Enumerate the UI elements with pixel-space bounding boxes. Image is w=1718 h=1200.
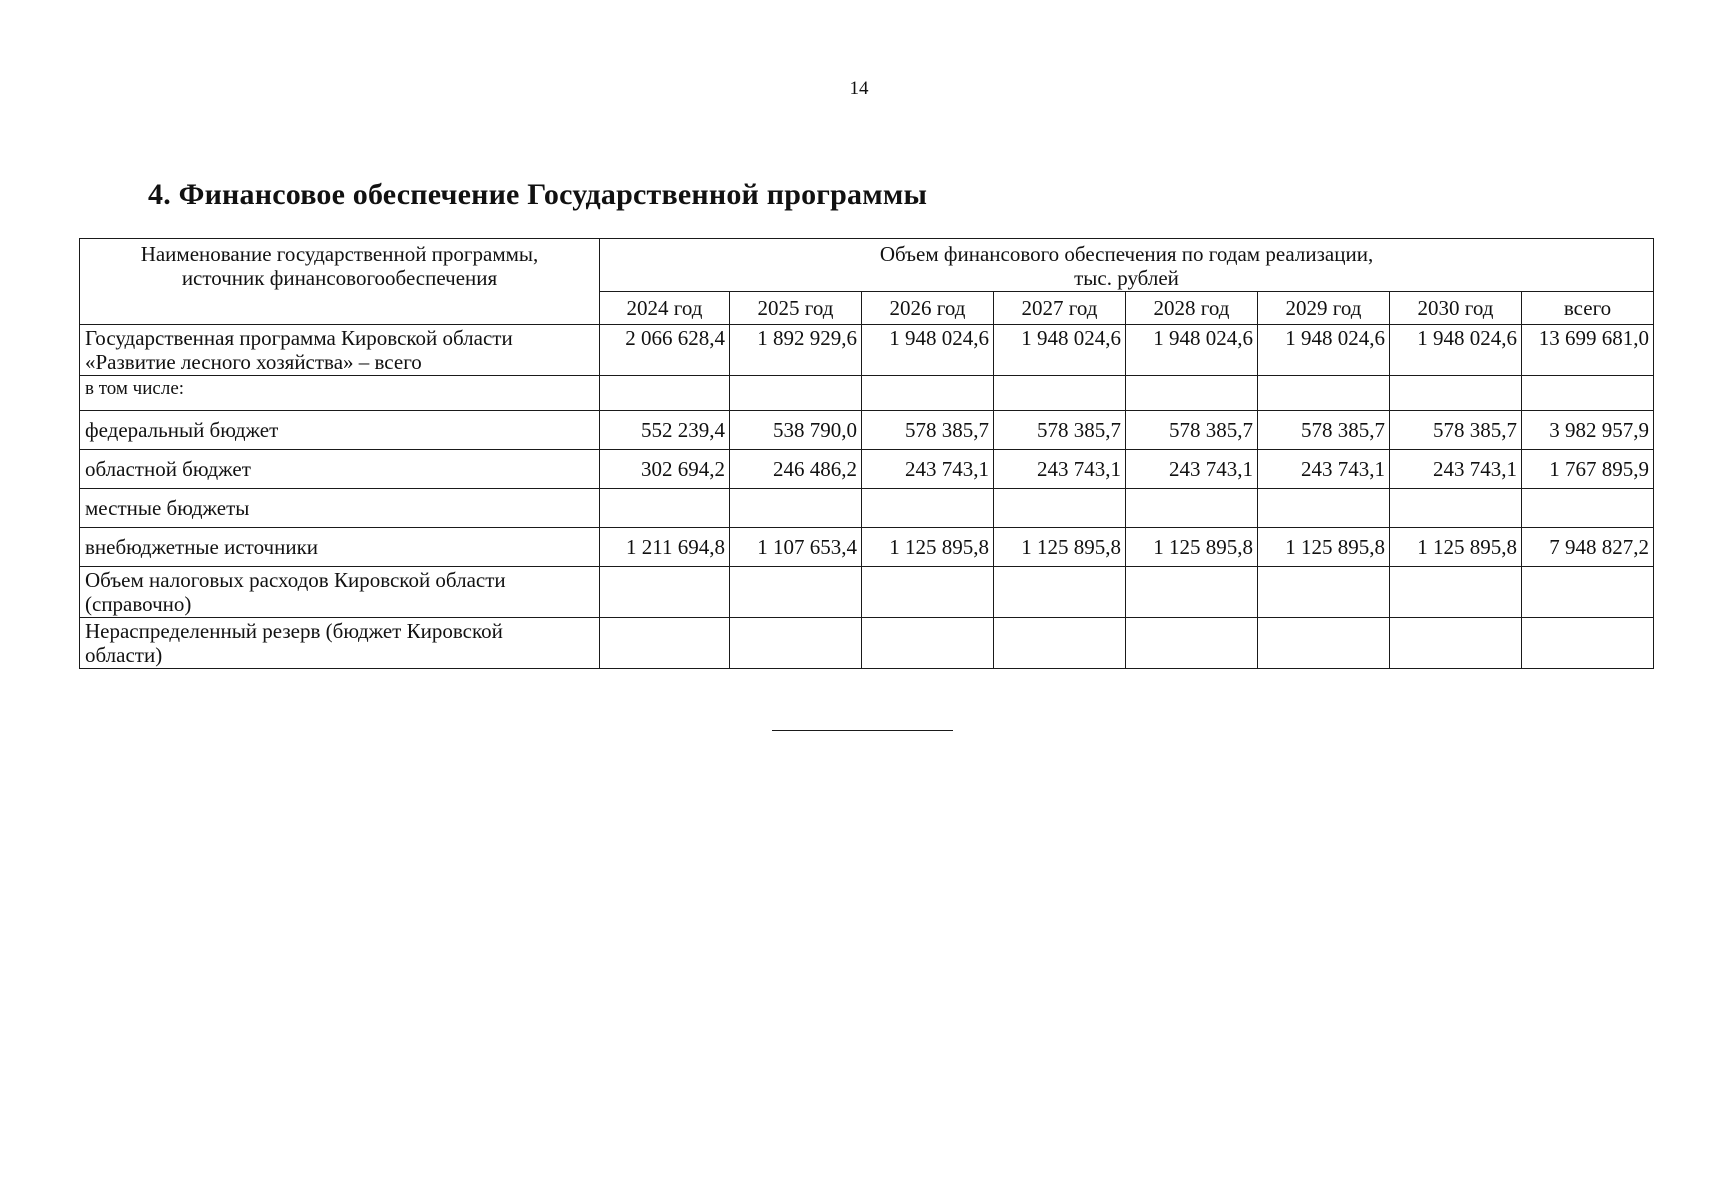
row-name: областной бюджет bbox=[80, 450, 600, 489]
value-cell: 1 125 895,8 bbox=[862, 528, 994, 567]
value-cell bbox=[862, 618, 994, 669]
total-cell: 3 982 957,9 bbox=[1522, 411, 1654, 450]
value-cell bbox=[1390, 376, 1522, 411]
value-cell bbox=[994, 376, 1126, 411]
year-header: 2030 год bbox=[1390, 292, 1522, 325]
value-cell: 552 239,4 bbox=[600, 411, 730, 450]
value-cell: 1 125 895,8 bbox=[994, 528, 1126, 567]
total-cell bbox=[1522, 376, 1654, 411]
row-name: «Развитие лесного хозяйства» – всего bbox=[85, 350, 422, 374]
value-cell bbox=[730, 376, 862, 411]
value-cell: 243 743,1 bbox=[1258, 450, 1390, 489]
value-cell bbox=[1390, 618, 1522, 669]
value-cell: 1 948 024,6 bbox=[862, 325, 994, 376]
value-cell bbox=[1126, 376, 1258, 411]
total-header: всего bbox=[1522, 292, 1654, 325]
value-cell: 1 892 929,6 bbox=[730, 325, 862, 376]
row-name: Государственная программа Кировской области bbox=[85, 326, 513, 350]
year-header: 2028 год bbox=[1126, 292, 1258, 325]
value-cell bbox=[1258, 376, 1390, 411]
row-name-cell bbox=[80, 325, 600, 376]
value-cell bbox=[600, 618, 730, 669]
header-volume-line: Объем финансового обеспечения по годам реализации, bbox=[879, 242, 1374, 266]
value-cell: 1 125 895,8 bbox=[1258, 528, 1390, 567]
value-cell bbox=[862, 567, 994, 618]
value-cell: 243 743,1 bbox=[994, 450, 1126, 489]
value-cell bbox=[1258, 567, 1390, 618]
value-cell bbox=[1126, 567, 1258, 618]
row-name: Объем налоговых расходов Кировской области bbox=[85, 568, 506, 592]
header-name-line: источник финансовогообеспечения bbox=[181, 266, 498, 290]
row-name: Нераспределенный резерв (бюджет Кировской bbox=[85, 619, 503, 643]
header-name-cell bbox=[80, 239, 600, 325]
table-row-federal-budget bbox=[80, 411, 1654, 450]
value-cell bbox=[1126, 618, 1258, 669]
value-cell bbox=[600, 489, 730, 528]
end-of-section-rule bbox=[772, 730, 953, 731]
value-cell bbox=[1126, 489, 1258, 528]
table-row-tax-expenditures bbox=[80, 567, 1654, 618]
header-volume-cell bbox=[600, 239, 1654, 292]
year-header: 2025 год bbox=[730, 292, 862, 325]
value-cell bbox=[994, 567, 1126, 618]
value-cell: 578 385,7 bbox=[994, 411, 1126, 450]
value-cell bbox=[1390, 489, 1522, 528]
total-cell: 7 948 827,2 bbox=[1522, 528, 1654, 567]
value-cell: 578 385,7 bbox=[1390, 411, 1522, 450]
year-header: 2026 год bbox=[862, 292, 994, 325]
row-name: федеральный бюджет bbox=[80, 411, 600, 450]
section-title: 4. Финансовое обеспечение Государственной программы bbox=[148, 178, 928, 211]
value-cell: 1 211 694,8 bbox=[600, 528, 730, 567]
value-cell bbox=[1258, 489, 1390, 528]
value-cell: 246 486,2 bbox=[730, 450, 862, 489]
value-cell bbox=[730, 618, 862, 669]
value-cell: 1 125 895,8 bbox=[1126, 528, 1258, 567]
table-row-including bbox=[80, 376, 1654, 411]
value-cell: 578 385,7 bbox=[1126, 411, 1258, 450]
total-cell bbox=[1522, 567, 1654, 618]
row-name-cell bbox=[80, 618, 600, 669]
row-name: (справочно) bbox=[85, 592, 192, 616]
row-name: области) bbox=[85, 643, 163, 667]
year-header: 2027 год bbox=[994, 292, 1126, 325]
financing-table bbox=[79, 238, 1654, 669]
row-name-cell bbox=[80, 567, 600, 618]
table-row-program-total bbox=[80, 325, 1654, 376]
value-cell bbox=[1258, 618, 1390, 669]
header-name-line: Наименование государственной программы, bbox=[140, 242, 539, 266]
value-cell: 243 743,1 bbox=[1390, 450, 1522, 489]
row-name: внебюджетные источники bbox=[80, 528, 600, 567]
row-name: в том числе: bbox=[80, 376, 600, 411]
value-cell: 538 790,0 bbox=[730, 411, 862, 450]
value-cell: 578 385,7 bbox=[862, 411, 994, 450]
value-cell bbox=[730, 489, 862, 528]
table-row-unallocated-reserve bbox=[80, 618, 1654, 669]
year-header: 2024 год bbox=[600, 292, 730, 325]
value-cell: 1 948 024,6 bbox=[994, 325, 1126, 376]
value-cell: 1 948 024,6 bbox=[1258, 325, 1390, 376]
value-cell: 1 948 024,6 bbox=[1390, 325, 1522, 376]
value-cell bbox=[600, 567, 730, 618]
value-cell: 302 694,2 bbox=[600, 450, 730, 489]
table-row-regional-budget bbox=[80, 450, 1654, 489]
header-volume-unit: тыс. рублей bbox=[1074, 266, 1179, 290]
table-row-local-budgets bbox=[80, 489, 1654, 528]
value-cell bbox=[862, 489, 994, 528]
value-cell: 578 385,7 bbox=[1258, 411, 1390, 450]
value-cell bbox=[730, 567, 862, 618]
value-cell: 243 743,1 bbox=[1126, 450, 1258, 489]
value-cell bbox=[1390, 567, 1522, 618]
value-cell: 2 066 628,4 bbox=[600, 325, 730, 376]
value-cell: 1 948 024,6 bbox=[1126, 325, 1258, 376]
value-cell: 1 125 895,8 bbox=[1390, 528, 1522, 567]
value-cell bbox=[994, 489, 1126, 528]
value-cell: 243 743,1 bbox=[862, 450, 994, 489]
table-row-off-budget-sources bbox=[80, 528, 1654, 567]
total-cell: 1 767 895,9 bbox=[1522, 450, 1654, 489]
year-header: 2029 год bbox=[1258, 292, 1390, 325]
total-cell: 13 699 681,0 bbox=[1522, 325, 1654, 376]
value-cell bbox=[862, 376, 994, 411]
table-header-row bbox=[80, 239, 1654, 292]
value-cell bbox=[600, 376, 730, 411]
row-name: местные бюджеты bbox=[80, 489, 600, 528]
total-cell bbox=[1522, 489, 1654, 528]
page-number: 14 bbox=[849, 78, 869, 99]
total-cell bbox=[1522, 618, 1654, 669]
value-cell bbox=[994, 618, 1126, 669]
value-cell: 1 107 653,4 bbox=[730, 528, 862, 567]
